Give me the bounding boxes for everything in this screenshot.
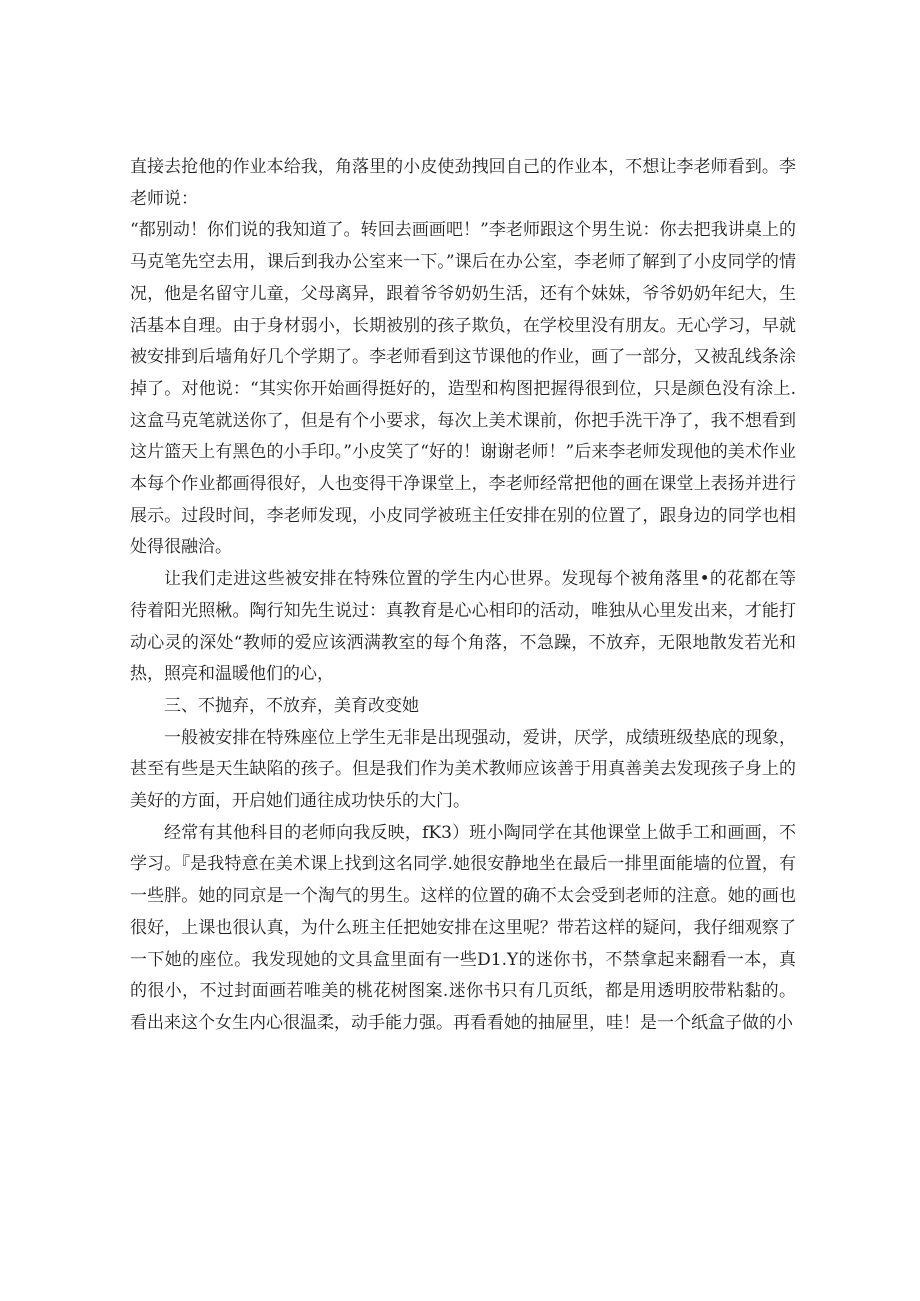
paragraph-2: “都别动！你们说的我知道了。转回去画画吧！”李老师跟这个男生说：你去把我讲桌上的马克笔先空去用，课后到我办公室来一下。”课后在办公室，李老师了解到了小皮同学的情况，他是名留守儿童，父母离异，跟着爷爷奶奶生活，还有个妹妹，爷爷奶奶年纪大，生活基本自理。由于身材弱小，长期被别的孩子欺负，在学校里没有朋友。无心学习，早就被安排到后墙角好几个学期了。李老师看到这节课他的作业，画了一部分，又被乱线条涂掉了。对他说：“其实你开始画得挺好的，造型和构图把握得很到位，只是颜色没有涂上.这盒马克笔就送你了，但是有个小要求，每次上美术课前，你把手洗干净了，我不想看到这片篮天上有黑色的小手印。”小皮笑了“好的！谢谢老师！”后来李老师发现他的美术作业本每个作业都画得很好，人也变得干净课堂上，李老师经常把他的画在课堂上表扬并进行展示。过段时间，李老师发现，小皮同学被班主任安排在别的位置了，跟身边的同学也相处得很融洽。	[130, 220, 796, 558]
paragraph-1: 直接去抢他的作业本给我，角落里的小皮使劲拽回自己的作业本，不想让李老师看到。李老师说：	[130, 157, 796, 209]
paragraph-4: 一般被安排在特殊座位上学生无非是出现强动，爱讲，厌学，成绩班级垫底的现象，甚至有些是天生缺陷的孩子。但是我们作为美术教师应该善于用真善美去发现孩子身上的美好的方面，开启她们通往成功快乐的大门。	[130, 727, 796, 812]
document-body	[130, 152, 796, 1040]
paragraph-5: 经常有其他科目的老师向我反映，fK3）班小陶同学在其他课堂上做手工和画画，不学习。『是我特意在美术课上找到这名同学.她很安静地坐在最后一排里面能墙的位置，有一些胖。她的同京是一个淘气的男生。这样的位置的确不太会受到老师的注意。她的画也很好，上课也很认真，为什么班主任把她安排在这里呢？带若这样的疑问，我仔细观察了一下她的座位。我发现她的文具盒里面有一些D1.Y的迷你书，不禁拿起来翻看一本，真的很小，不过封面画若唯美的桃花树图案.迷你书只有几页纸，都是用透明胶带粘黏的。看出来这个女生内心很温柔，动手能力强。再看看她的抽屉里，哇！是一个纸盒子做的小	[130, 822, 796, 1033]
section-heading: 三、不抛弃，不放弃，美育改变她	[164, 695, 419, 716]
paragraph-3: 让我们走进这些被安排在特殊位置的学生内心世界。发现每个被角落里•的花都在等待着阳光照楸。陶行知先生说过：真教育是心心相印的活动，唯独从心里发出来，才能打动心灵的深处“教师的爱应该洒满教室的每个角落，不急躁，不放弃，无限地散发若光和热，照亮和温暖他们的心，	[130, 569, 796, 685]
